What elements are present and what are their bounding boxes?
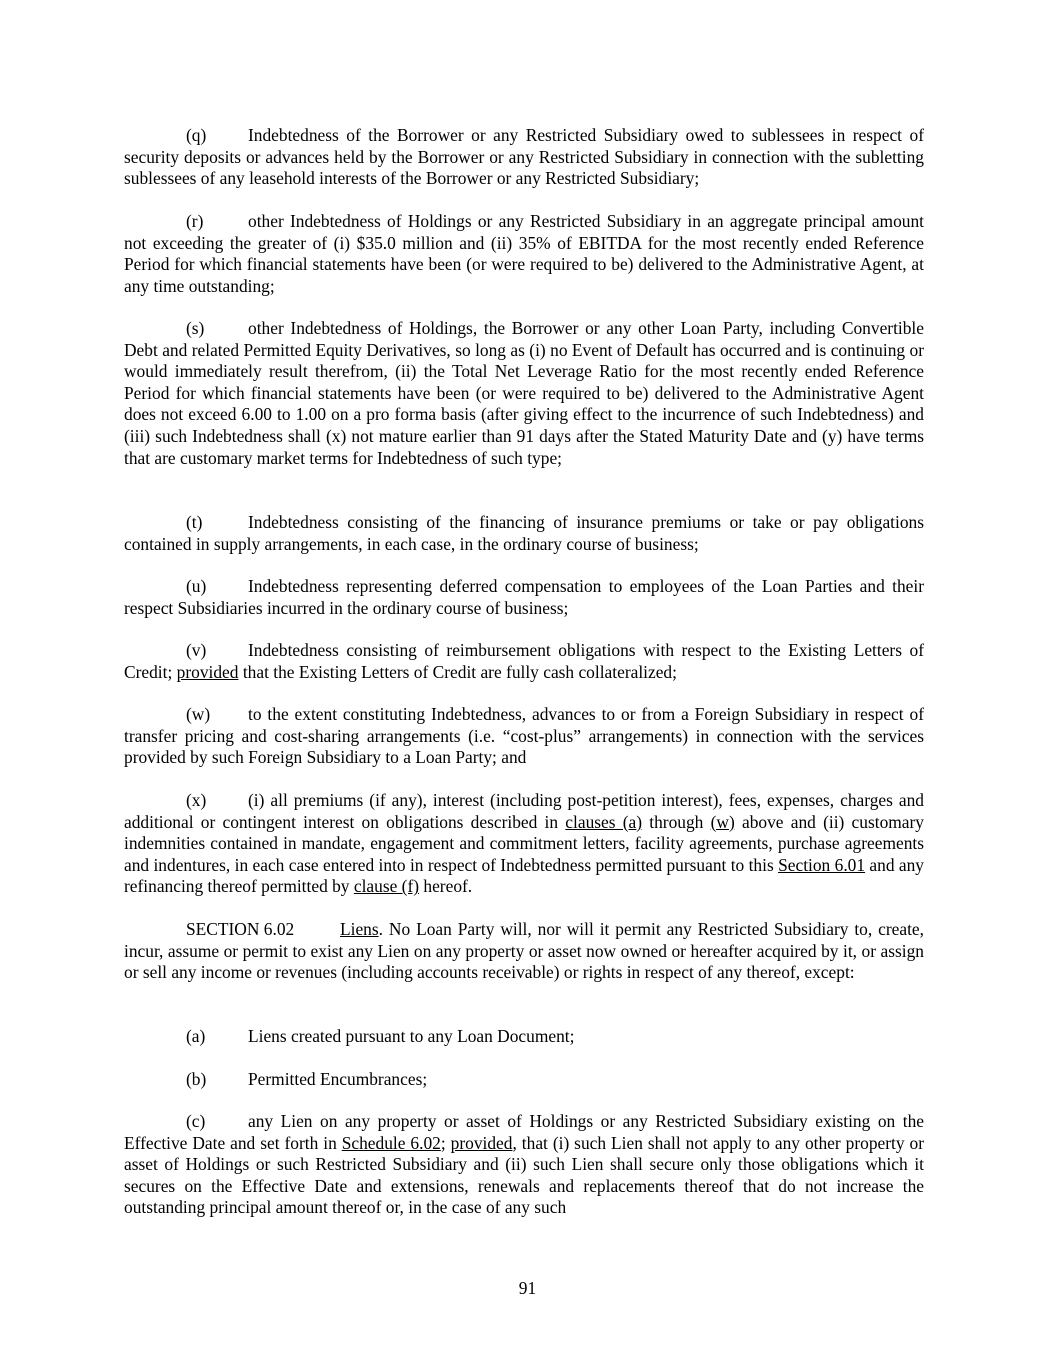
clause-text: ; — [440, 1132, 451, 1153]
clause-text: Indebtedness of the Borrower or any Restricted Subsidiary owed to sublessees in respect of security deposits or advances held by the Borrower or any Restricted Subsidiary in connection with the subletting sublessees of any leasehold interests of the Borrower or any Restricted Subsidiary; — [124, 125, 924, 189]
section-number: SECTION 6.02 — [186, 919, 295, 939]
clause-text: Indebtedness consisting of reimbursement obligations with respect to the Existing Letters of Credit; — [124, 640, 924, 682]
clause-text: other Indebtedness of Holdings, the Borrower or any other Loan Party, including Convertible Debt and related Permitted Equity Derivatives, so long as (i) no Event of Default has occurred and is continuing or would immediately result therefrom, (ii) the Total Net Leverage Ratio for the most recently ended Reference Period for which financial statements have been (or were required to be) delivered to the Administrative Agent does not exceed 6.00 to 1.00 on a pro forma basis (after giving effect to the incurrence of such Indebtedness) and (iii) such Indebtedness shall (x) not mature earlier than 91 days after the Stated Maturity Date and (y) have terms that are customary market terms for Indebtedness of such type; — [124, 318, 924, 468]
clause-text: (i) all premiums (if any), interest (including post-petition interest), fees, expenses, charges and additional or contingent interest on obligations described in — [124, 790, 924, 832]
clause-label: (a) — [186, 1026, 206, 1046]
clause-text: Indebtedness representing deferred compensation to employees of the Loan Parties and their respect Subsidiaries incurred in the ordinary course of business; — [124, 576, 924, 618]
clause-label: (b) — [186, 1069, 207, 1089]
clause-r — [124, 211, 924, 297]
clause-s — [124, 318, 924, 469]
lien-b — [186, 1069, 427, 1091]
section-6-01-reference: Section 6.01 — [778, 854, 866, 875]
clauses-a-reference: clauses (a) — [565, 811, 643, 832]
clause-label: (w) — [186, 704, 211, 724]
provided-term: provided — [450, 1132, 513, 1153]
section-text: . No Loan Party will, nor will it permit any Restricted Subsidiary to, create, incur, assume or permit to exist any Lien on any property or asset now owned or hereafter acquired by it, or assign or sell any income or revenues (including accounts receivable) or rights in respect of any thereof, except: — [124, 919, 924, 983]
clause-u — [124, 576, 924, 619]
clause-label: (t) — [186, 512, 203, 532]
page-number: 91 — [518, 1278, 537, 1298]
clause-label: (u) — [186, 576, 207, 596]
clause-text: , that (i) such Lien shall not apply to any other property or asset of Holdings or such Restricted Subsidiary and (ii) such Lien shall secure only those obligations which it secures on the Effective Date and extensions, renewals and replacements thereof that do not increase the outstanding principal amount thereof or, in the case of any such — [124, 1132, 924, 1218]
provided-term: provided — [176, 661, 239, 682]
clause-text: above and (ii) customary indemnities contained in mandate, engagement and commitment letters, facility agreements, purchase agreements and indentures, in each case entered into in respect of Indebtedness permitted pursuant to this — [124, 811, 924, 875]
clause-label: (r) — [186, 211, 204, 231]
clause-f-reference: clause (f) — [353, 876, 420, 897]
clause-text: hereof. — [419, 876, 473, 897]
clause-text: through — [642, 811, 711, 832]
clause-text: Indebtedness consisting of the financing of insurance premiums or take or pay obligations contained in supply arrangements, in each case, in the ordinary course of business; — [124, 512, 924, 554]
clause-label: (q) — [186, 125, 207, 145]
clause-w — [124, 704, 924, 769]
clause-x — [124, 790, 924, 898]
clause-text: and any refinancing thereof permitted by — [124, 854, 925, 897]
clause-label: (v) — [186, 640, 207, 660]
section-title: Liens — [340, 919, 379, 939]
clause-text: Permitted Encumbrances; — [248, 1069, 428, 1089]
section-6-02 — [124, 919, 924, 984]
clause-text: to the extent constituting Indebtedness, advances to or from a Foreign Subsidiary in respect of transfer pricing and cost-sharing arrangements (i.e. “cost-plus” arrangements) in connection with the services provided by such Foreign Subsidiary to a Loan Party; and — [124, 704, 924, 768]
clause-v — [124, 640, 924, 683]
lien-c — [124, 1111, 924, 1219]
clause-label: (s) — [186, 318, 205, 338]
clause-label: (c) — [186, 1111, 206, 1131]
clause-label: (x) — [186, 790, 207, 810]
lien-a — [186, 1026, 574, 1048]
clause-text: Liens created pursuant to any Loan Document; — [248, 1026, 575, 1046]
clause-text: that the Existing Letters of Credit are fully cash collateralized; — [238, 661, 677, 682]
clause-q — [124, 125, 924, 190]
clause-w-reference: (w) — [710, 811, 735, 832]
clause-text: other Indebtedness of Holdings or any Restricted Subsidiary in an aggregate principal amount not exceeding the greater of (i) $35.0 million and (ii) 35% of EBITDA for the most recently ended Reference Period for which financial statements have been (or were required to be) delivered to the Administrative Agent, at any time outstanding; — [124, 211, 924, 296]
clause-t — [124, 512, 924, 555]
schedule-6-02-reference: Schedule 6.02 — [341, 1132, 441, 1153]
clause-text: any Lien on any property or asset of Holdings or any Restricted Subsidiary existing on the Effective Date and set forth in — [124, 1111, 924, 1153]
